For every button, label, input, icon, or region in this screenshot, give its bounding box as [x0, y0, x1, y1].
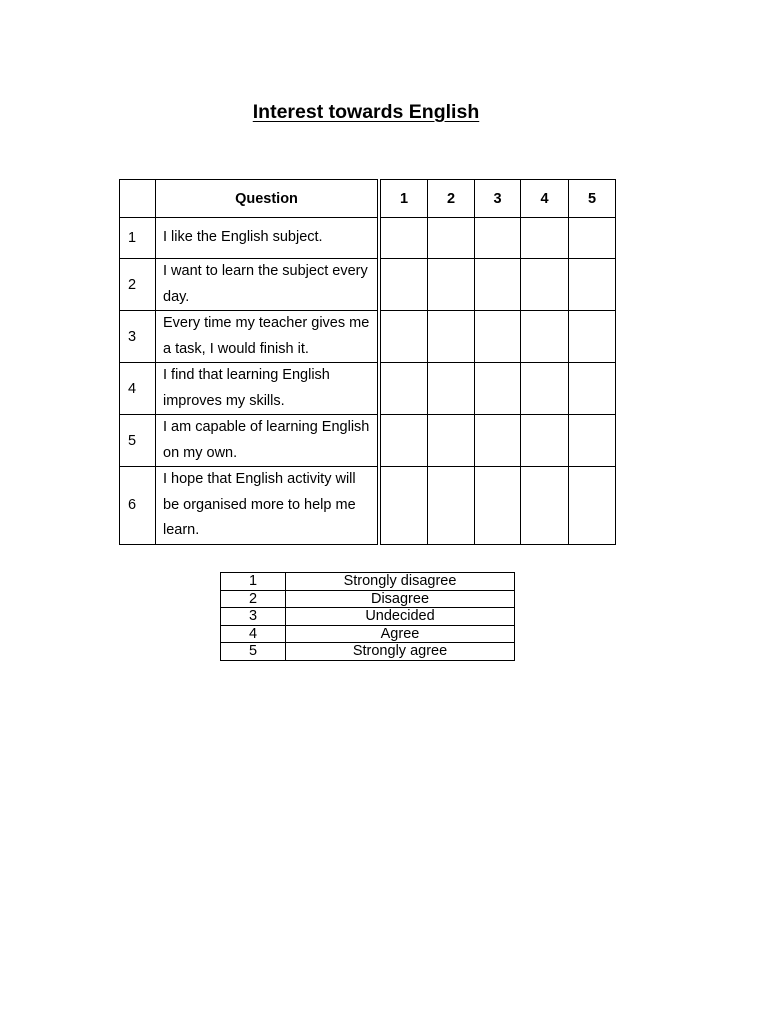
legend-row [221, 573, 515, 591]
table-header-row [120, 180, 616, 218]
scale-label: Disagree [286, 590, 515, 608]
question-text: I am capable of learning English on my own. [156, 415, 378, 467]
scale-value: 3 [221, 608, 286, 626]
question-header: Question [156, 180, 378, 218]
rating-cell-5[interactable] [569, 259, 616, 311]
rating-cell-3[interactable] [475, 415, 521, 467]
question-number: 2 [120, 259, 156, 311]
rating-cell-2[interactable] [428, 259, 475, 311]
rating-cell-4[interactable] [521, 363, 569, 415]
number-header [120, 180, 156, 218]
rating-header-5: 5 [569, 180, 616, 218]
scale-value: 2 [221, 590, 286, 608]
page-title: Interest towards English [252, 101, 480, 123]
rating-cell-5[interactable] [569, 311, 616, 363]
rating-cell-2[interactable] [428, 467, 475, 545]
scale-label: Agree [286, 625, 515, 643]
question-text: I want to learn the subject every day. [156, 259, 378, 311]
rating-cell-3[interactable] [475, 218, 521, 259]
legend-row [221, 608, 515, 626]
scale-value: 4 [221, 625, 286, 643]
rating-cell-4[interactable] [521, 259, 569, 311]
question-number: 1 [120, 218, 156, 259]
questionnaire-table [119, 179, 616, 545]
rating-cell-3[interactable] [475, 311, 521, 363]
rating-cell-4[interactable] [521, 311, 569, 363]
question-text: I find that learning English improves my skills. [156, 363, 378, 415]
question-number: 6 [120, 467, 156, 545]
question-text: I hope that English activity will be organised more to help me learn. [156, 467, 378, 545]
rating-header-3: 3 [475, 180, 521, 218]
table-row [120, 467, 616, 545]
table-row [120, 218, 616, 259]
legend-row [221, 643, 515, 661]
rating-header-2: 2 [428, 180, 475, 218]
scale-label: Undecided [286, 608, 515, 626]
scale-value: 5 [221, 643, 286, 661]
rating-cell-5[interactable] [569, 467, 616, 545]
rating-cell-1[interactable] [381, 259, 428, 311]
scale-label: Strongly disagree [286, 573, 515, 591]
rating-cell-1[interactable] [381, 218, 428, 259]
rating-cell-1[interactable] [381, 363, 428, 415]
table-row [120, 311, 616, 363]
rating-cell-5[interactable] [569, 218, 616, 259]
rating-header-1: 1 [381, 180, 428, 218]
rating-cell-3[interactable] [475, 363, 521, 415]
rating-cell-5[interactable] [569, 415, 616, 467]
question-text: I like the English subject. [156, 218, 378, 259]
question-text: Every time my teacher gives me a task, I would finish it. [156, 311, 378, 363]
legend-row [221, 625, 515, 643]
rating-header-4: 4 [521, 180, 569, 218]
scale-label: Strongly agree [286, 643, 515, 661]
table-row [120, 415, 616, 467]
rating-cell-1[interactable] [381, 467, 428, 545]
rating-cell-4[interactable] [521, 218, 569, 259]
table-row [120, 259, 616, 311]
rating-cell-5[interactable] [569, 363, 616, 415]
rating-scale-legend [220, 572, 515, 661]
rating-cell-2[interactable] [428, 415, 475, 467]
question-number: 5 [120, 415, 156, 467]
rating-cell-4[interactable] [521, 467, 569, 545]
rating-cell-2[interactable] [428, 218, 475, 259]
rating-cell-3[interactable] [475, 467, 521, 545]
legend-row [221, 590, 515, 608]
rating-cell-2[interactable] [428, 311, 475, 363]
question-number: 4 [120, 363, 156, 415]
rating-cell-2[interactable] [428, 363, 475, 415]
rating-cell-3[interactable] [475, 259, 521, 311]
scale-value: 1 [221, 573, 286, 591]
rating-cell-1[interactable] [381, 311, 428, 363]
rating-cell-4[interactable] [521, 415, 569, 467]
rating-cell-1[interactable] [381, 415, 428, 467]
question-number: 3 [120, 311, 156, 363]
table-row [120, 363, 616, 415]
